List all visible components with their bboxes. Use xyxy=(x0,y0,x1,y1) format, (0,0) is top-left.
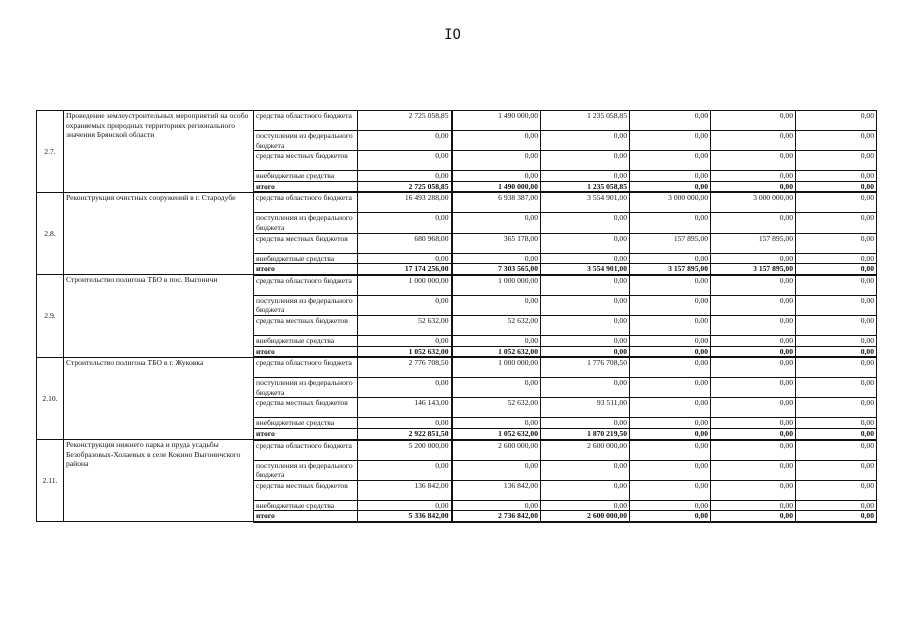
amount-cell: 0,00 xyxy=(796,428,877,439)
amount-cell: 17 174 256,00 xyxy=(358,264,452,275)
amount-cell: 0,00 xyxy=(630,460,711,480)
amount-cell: 0,00 xyxy=(630,378,711,398)
amount-cell: 2 600 000,00 xyxy=(541,511,630,522)
amount-cell: 0,00 xyxy=(358,500,452,511)
amount-cell: 0,00 xyxy=(452,460,541,480)
amount-cell: 0,00 xyxy=(358,253,452,264)
amount-cell: 52 632,00 xyxy=(452,398,541,418)
amount-cell: 0,00 xyxy=(796,181,877,192)
amount-cell: 3 157 895,00 xyxy=(711,264,796,275)
amount-cell: 0,00 xyxy=(541,171,630,182)
amount-cell: 0,00 xyxy=(541,460,630,480)
amount-cell: 157 895,00 xyxy=(630,233,711,253)
amount-cell: 0,00 xyxy=(711,315,796,335)
amount-cell: 0,00 xyxy=(711,253,796,264)
amount-cell: 0,00 xyxy=(796,171,877,182)
amount-cell: 1 052 632,00 xyxy=(452,428,541,439)
amount-cell: 0,00 xyxy=(796,131,877,151)
amount-cell: 0,00 xyxy=(358,213,452,233)
amount-cell: 0,00 xyxy=(541,295,630,315)
amount-cell: 0,00 xyxy=(452,253,541,264)
amount-cell: 0,00 xyxy=(796,378,877,398)
amount-cell: 0,00 xyxy=(541,315,630,335)
amount-cell: 0,00 xyxy=(796,111,877,131)
amount-cell: 0,00 xyxy=(711,418,796,429)
amount-cell: 0,00 xyxy=(541,378,630,398)
amount-cell: 0,00 xyxy=(711,181,796,192)
amount-cell: 52 632,00 xyxy=(358,315,452,335)
amount-cell: 0,00 xyxy=(630,500,711,511)
funding-source: средства местных бюджетов xyxy=(254,151,358,171)
amount-cell: 0,00 xyxy=(796,264,877,275)
item-name: Строительство полигона ТБО в пос. Выгоничи xyxy=(64,275,254,357)
amount-cell: 0,00 xyxy=(630,418,711,429)
amount-cell: 146 143,00 xyxy=(358,398,452,418)
funding-source: итого xyxy=(254,428,358,439)
amount-cell: 0,00 xyxy=(452,378,541,398)
amount-cell: 0,00 xyxy=(452,335,541,346)
amount-cell: 0,00 xyxy=(630,295,711,315)
amount-cell: 1 052 632,00 xyxy=(452,346,541,357)
item-name: Реконструкция нижнего парка и пруда усадьбы Безобразовых-Холаевых в селе Кокино Выгоничского района xyxy=(64,440,254,522)
amount-cell: 0,00 xyxy=(630,131,711,151)
table-row xyxy=(37,275,877,296)
amount-cell: 0,00 xyxy=(630,398,711,418)
amount-cell: 0,00 xyxy=(358,335,452,346)
amount-cell: 0,00 xyxy=(711,111,796,131)
item-number: 2.10. xyxy=(37,357,64,439)
amount-cell: 0,00 xyxy=(452,131,541,151)
amount-cell: 0,00 xyxy=(711,295,796,315)
amount-cell: 0,00 xyxy=(630,213,711,233)
funding-source: поступления из федерального бюджета xyxy=(254,460,358,480)
item-number: 2.7. xyxy=(37,111,64,193)
amount-cell: 0,00 xyxy=(452,171,541,182)
amount-cell: 0,00 xyxy=(711,171,796,182)
amount-cell: 365 178,00 xyxy=(452,233,541,253)
amount-cell: 0,00 xyxy=(711,378,796,398)
amount-cell: 0,00 xyxy=(711,357,796,378)
table-row xyxy=(37,111,877,131)
amount-cell: 0,00 xyxy=(796,460,877,480)
amount-cell: 0,00 xyxy=(796,346,877,357)
item-number: 2.9. xyxy=(37,275,64,357)
funding-source: внебюджетные средства xyxy=(254,500,358,511)
amount-cell: 0,00 xyxy=(796,500,877,511)
amount-cell: 0,00 xyxy=(541,346,630,357)
amount-cell: 3 157 895,00 xyxy=(630,264,711,275)
amount-cell: 2 776 708,50 xyxy=(358,357,452,378)
amount-cell: 0,00 xyxy=(630,346,711,357)
amount-cell: 0,00 xyxy=(358,131,452,151)
amount-cell: 0,00 xyxy=(711,500,796,511)
amount-cell: 0,00 xyxy=(541,233,630,253)
funding-source: итого xyxy=(254,346,358,357)
amount-cell: 7 303 565,00 xyxy=(452,264,541,275)
amount-cell: 0,00 xyxy=(796,315,877,335)
amount-cell: 0,00 xyxy=(452,500,541,511)
amount-cell: 0,00 xyxy=(796,335,877,346)
amount-cell: 0,00 xyxy=(358,460,452,480)
amount-cell: 0,00 xyxy=(711,213,796,233)
funding-source: средства областного бюджета xyxy=(254,357,358,378)
amount-cell: 0,00 xyxy=(711,346,796,357)
amount-cell: 0,00 xyxy=(358,378,452,398)
amount-cell: 0,00 xyxy=(358,418,452,429)
amount-cell: 0,00 xyxy=(796,418,877,429)
amount-cell: 0,00 xyxy=(711,398,796,418)
amount-cell: 2 725 058,85 xyxy=(358,111,452,131)
amount-cell: 1 052 632,00 xyxy=(358,346,452,357)
amount-cell: 0,00 xyxy=(711,275,796,296)
amount-cell: 0,00 xyxy=(711,480,796,500)
amount-cell: 0,00 xyxy=(711,440,796,461)
funding-source: итого xyxy=(254,181,358,192)
amount-cell: 0,00 xyxy=(358,295,452,315)
amount-cell: 6 938 387,00 xyxy=(452,192,541,213)
table-row xyxy=(37,440,877,461)
funding-source: поступления из федерального бюджета xyxy=(254,131,358,151)
funding-source: поступления из федерального бюджета xyxy=(254,378,358,398)
funding-source: средства местных бюджетов xyxy=(254,480,358,500)
amount-cell: 0,00 xyxy=(630,275,711,296)
amount-cell: 0,00 xyxy=(541,335,630,346)
amount-cell: 0,00 xyxy=(630,335,711,346)
amount-cell: 0,00 xyxy=(796,480,877,500)
amount-cell: 0,00 xyxy=(796,440,877,461)
table-row xyxy=(37,192,877,213)
amount-cell: 5 200 000,00 xyxy=(358,440,452,461)
amount-cell: 0,00 xyxy=(541,480,630,500)
funding-source: средства местных бюджетов xyxy=(254,233,358,253)
amount-cell: 0,00 xyxy=(796,253,877,264)
item-name: Проведение землеустроительных мероприятий на особо охраняемых природных территориях регионального значения Брянской области xyxy=(64,111,254,193)
item-name: Реконструкция очистных сооружений в г. Стародубе xyxy=(64,192,254,274)
amount-cell: 0,00 xyxy=(796,192,877,213)
amount-cell: 3 554 901,00 xyxy=(541,192,630,213)
amount-cell: 0,00 xyxy=(630,181,711,192)
amount-cell: 1 235 058,85 xyxy=(541,111,630,131)
amount-cell: 5 336 842,00 xyxy=(358,511,452,522)
funding-source: поступления из федерального бюджета xyxy=(254,213,358,233)
amount-cell: 0,00 xyxy=(358,171,452,182)
amount-cell: 0,00 xyxy=(630,171,711,182)
amount-cell: 0,00 xyxy=(796,295,877,315)
amount-cell: 1 000 000,00 xyxy=(358,275,452,296)
funding-source: внебюджетные средства xyxy=(254,253,358,264)
funding-source: средства местных бюджетов xyxy=(254,398,358,418)
amount-cell: 0,00 xyxy=(541,131,630,151)
item-number: 2.8. xyxy=(37,192,64,274)
amount-cell: 1 490 000,00 xyxy=(452,111,541,131)
amount-cell: 0,00 xyxy=(452,213,541,233)
amount-cell: 0,00 xyxy=(452,418,541,429)
amount-cell: 0,00 xyxy=(541,253,630,264)
amount-cell: 2 725 058,85 xyxy=(358,181,452,192)
funding-source: поступления из федерального бюджета xyxy=(254,295,358,315)
amount-cell: 0,00 xyxy=(796,233,877,253)
amount-cell: 1 490 000,00 xyxy=(452,181,541,192)
budget-table xyxy=(36,110,877,523)
funding-source: внебюджетные средства xyxy=(254,418,358,429)
amount-cell: 0,00 xyxy=(452,151,541,171)
page-number: IO xyxy=(444,27,461,43)
amount-cell: 680 968,00 xyxy=(358,233,452,253)
amount-cell: 1 776 708,50 xyxy=(541,357,630,378)
funding-source: средства областного бюджета xyxy=(254,440,358,461)
amount-cell: 2 736 842,00 xyxy=(452,511,541,522)
amount-cell: 3 554 901,00 xyxy=(541,264,630,275)
amount-cell: 16 493 288,00 xyxy=(358,192,452,213)
amount-cell: 0,00 xyxy=(630,428,711,439)
amount-cell: 0,00 xyxy=(630,511,711,522)
amount-cell: 0,00 xyxy=(630,315,711,335)
amount-cell: 0,00 xyxy=(541,275,630,296)
amount-cell: 0,00 xyxy=(711,335,796,346)
amount-cell: 2 600 000,00 xyxy=(541,440,630,461)
amount-cell: 0,00 xyxy=(541,151,630,171)
funding-source: внебюджетные средства xyxy=(254,335,358,346)
amount-cell: 0,00 xyxy=(711,511,796,522)
amount-cell: 0,00 xyxy=(796,213,877,233)
funding-source: средства областного бюджета xyxy=(254,275,358,296)
amount-cell: 0,00 xyxy=(541,500,630,511)
amount-cell: 2 600 000,00 xyxy=(452,440,541,461)
amount-cell: 0,00 xyxy=(358,151,452,171)
funding-source: итого xyxy=(254,511,358,522)
table-row xyxy=(37,357,877,378)
amount-cell: 0,00 xyxy=(452,295,541,315)
amount-cell: 0,00 xyxy=(796,511,877,522)
amount-cell: 0,00 xyxy=(796,275,877,296)
amount-cell: 1 000 000,00 xyxy=(452,275,541,296)
amount-cell: 0,00 xyxy=(630,151,711,171)
amount-cell: 0,00 xyxy=(630,440,711,461)
amount-cell: 0,00 xyxy=(711,151,796,171)
amount-cell: 52 632,00 xyxy=(452,315,541,335)
item-number: 2.11. xyxy=(37,440,64,522)
funding-source: средства областного бюджета xyxy=(254,192,358,213)
amount-cell: 1 000 000,00 xyxy=(452,357,541,378)
amount-cell: 2 922 851,50 xyxy=(358,428,452,439)
amount-cell: 0,00 xyxy=(541,213,630,233)
funding-source: средства местных бюджетов xyxy=(254,315,358,335)
amount-cell: 3 000 000,00 xyxy=(711,192,796,213)
amount-cell: 0,00 xyxy=(630,253,711,264)
amount-cell: 3 000 000,00 xyxy=(630,192,711,213)
funding-source: итого xyxy=(254,264,358,275)
funding-source: внебюджетные средства xyxy=(254,171,358,182)
amount-cell: 157 895,00 xyxy=(711,233,796,253)
amount-cell: 0,00 xyxy=(796,357,877,378)
amount-cell: 0,00 xyxy=(541,418,630,429)
amount-cell: 136 842,00 xyxy=(452,480,541,500)
funding-source: средства областного бюджета xyxy=(254,111,358,131)
item-name: Строительство полигона ТБО в г. Жуковка xyxy=(64,357,254,439)
amount-cell: 93 511,00 xyxy=(541,398,630,418)
amount-cell: 0,00 xyxy=(711,131,796,151)
amount-cell: 0,00 xyxy=(796,151,877,171)
amount-cell: 0,00 xyxy=(796,398,877,418)
amount-cell: 136 842,00 xyxy=(358,480,452,500)
amount-cell: 0,00 xyxy=(630,357,711,378)
amount-cell: 1 235 058,85 xyxy=(541,181,630,192)
amount-cell: 0,00 xyxy=(630,480,711,500)
amount-cell: 0,00 xyxy=(711,460,796,480)
amount-cell: 1 870 219,50 xyxy=(541,428,630,439)
amount-cell: 0,00 xyxy=(711,428,796,439)
amount-cell: 0,00 xyxy=(630,111,711,131)
